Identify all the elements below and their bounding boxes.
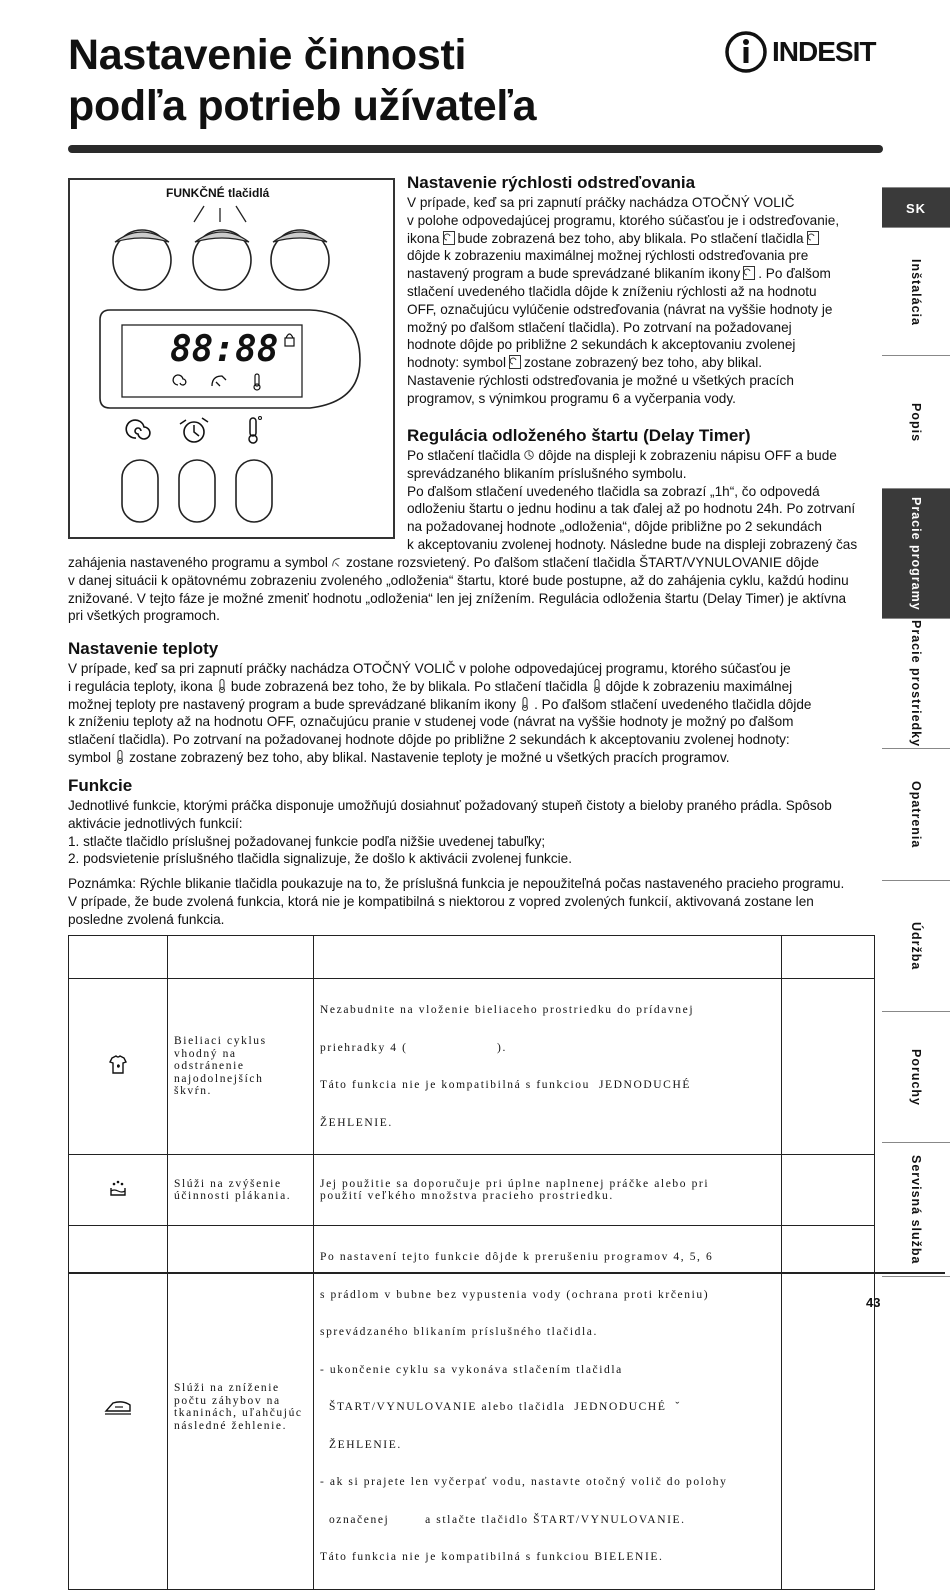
table-row [69,1155,875,1226]
table-header-cell [168,936,314,979]
spin-inline-icon [743,266,755,280]
func-heading: Funkcie [68,776,133,795]
sidebar-item-service[interactable]: Servisná služba [882,1142,950,1277]
functions-table [68,935,875,1590]
delay-text-right: Po stlačení tlačidla dôjde na displeji k zobrazeniu nápisu OFF a bude sprevádzaného blikaním príslušného symbolu. Po ďalšom stlačení uvedeného tlačidla sa zobrazí „1h“, čo odpovedá odloženiu štartu o jednu hodinu a tak ďalej až po hodnotu 24h. Po zotrvaní na požadovanej hodnote „odloženia“, dôjde približne po 2 sekundách k akceptovaniu zvolenej hodnoty. Následne bude na displeji zobrazený čas [407,448,858,552]
footer-rule [68,1272,945,1274]
temp-heading: Nastavenie teploty [68,639,219,658]
table-note-cell: Nezabudnite na vloženie bieliaceho prostriedku do prídavnej priehradky 4 ( ). Táto funkcia nie je kompatibilná s funkciou JEDNODUCHÉ ŽEHLENIE. [314,979,782,1155]
sidebar-item-detergents[interactable]: Pracie prostriedky [882,618,950,749]
delay-timer-icon [180,418,208,442]
sidebar-nav [882,187,950,1275]
function-button-3[interactable] [271,230,329,290]
spin-inline-icon [443,231,455,245]
shirt-stain-icon [108,1055,128,1075]
delay-button[interactable] [179,460,215,522]
temperature-icon [249,417,262,444]
func-text: Jednotlivé funkcie, ktorými práčka disponuje umožňujú dosiahnuť požadovaný stupeň čistoty a bieloby praného prádla. Spôsob aktivácie jednotlivých funkcií: 1. stlačte tlačidlo príslušnej požadovanej funkcie podľa nižšie uvedenej tabuľky; 2. podsvietenie príslušného tlačidla signalizuje, že došlo k aktivácii zvolenej funkcie. [68,798,832,867]
table-desc-cell: Slúži na zníženie počtu záhybov na tkaninách, uľahčujúc následné žehlenie. [168,1226,314,1590]
function-button-1[interactable] [113,230,171,290]
spin-inline-icon [807,231,819,245]
table-row [69,1226,875,1590]
sidebar-item-programs[interactable]: Pracie programy [882,488,950,619]
thermometer-inline-icon [591,679,603,693]
sidebar-item-sk[interactable]: SK [882,187,950,228]
table-empty-cell [782,1226,875,1590]
delay-inline-icon [331,555,343,569]
header-rule [68,145,883,153]
sidebar-item-installation[interactable]: Inštalácia [882,227,950,356]
sidebar-item-description[interactable]: Popis [882,355,950,489]
sidebar-item-precautions[interactable]: Opatrenia [882,748,950,881]
page-number: 43 [866,1295,881,1310]
table-empty-cell [782,1155,875,1226]
spin-icon [126,420,150,439]
func-note: Poznámka: Rýchle blikanie tlačidla poukazuje na to, že príslušná funkcia je nepoužiteľná počas nastaveného pracieho programu. V prípade, že bude zvolená funkcia, ktorá nie je kompatibilná s niektorou z vopred zvolených funkcií, aktivovaná zostane len posledne zvolená funkcia. [68,876,845,927]
sidebar-item-troubleshooting[interactable]: Poruchy [882,1011,950,1143]
temperature-button[interactable] [236,460,272,522]
page-title: Nastavenie činnosti podľa potrieb užívateľa [68,31,537,130]
spin-heading: Nastavenie rýchlosti odstreďovania [407,173,696,192]
temp-text: V prípade, keď sa pri zapnutí práčky nachádza OTOČNÝ VOLIČ v polohe odpovedajúcej programu, ktorého súčasťou je i regulácia teploty, ikona bude zobrazená bez toho, že by blikala. Po stlačení tlačidla dôjde k zobrazeniu maximálnej možnej teploty pre nastavený program a bude sprevádzané blikaním ikony . Po ďalšom stlačení uvedeného tlačidla dôjde k zníženiu teploty až na hodnotu OFF, označujúcu pranie v studenej vode (návrat na vyššie hodnoty je možný po ďalšom stlačení tlačidla). Po zotrvaní na požadovanej hodnote dôjde po približne 2 sekundách k akceptovaniu zvolenej hodnoty: symbol zostane zobrazený bez toho, aby blikal. Nastavenie teploty je možné u všetkých pracích programov. [68,661,812,765]
delay-text-full: zahájenia nastaveného programu a symbol zostane rozsvietený. Po ďalšom stlačení tlačidla ŠTART/VYNULOVANIE dôjde v danej situácii k opätovnému zobrazeniu zvoleného „odloženia“ štartu, ktoré bude postupne, až do zahájenia cyklu, každú hodinu znižované. V tejto fáze je možné zmeniť hodnotu „odloženia“ len jej znížením. Regulácia odloženia štartu (Delay Timer) je aktívna pri všetkých programoch. [68,555,849,624]
table-header-cell [69,936,168,979]
sidebar-item-maintenance[interactable]: Údržba [882,880,950,1012]
spin-button[interactable] [122,460,158,522]
table-icon-cell [69,1155,168,1226]
display-digits: 88:88 [170,329,279,370]
easy-iron-icon [103,1396,133,1416]
spin-text: V prípade, keď sa pri zapnutí práčky nachádza OTOČNÝ VOLIČ v polohe odpovedajúcej programu, ktorého súčasťou je i odstreďovanie, ikona bude zobrazená bez toho, aby blikala. Po stlačení tlačidla dôjde k zobrazeniu maximálnej možnej rýchlosti odstreďovania pre nastavený program a bude sprevádzané blikaním ikony . Po ďalšom stlačení uvedeného tlačidla dôjde k zníženiu rýchlosti až na hodnotu OFF, označujúcu vylúčenie odstreďovania (návrat na vyššie hodnoty je možný po ďalšom stlačení tlačidla). Po zotrvaní na požadovanej hodnote dôjde po približne 2 sekundách k akceptovaniu zvolenej hodnoty: symbol zostane zobrazený bez toho, aby blikal. Nastavenie rýchlosti odstreďovania je možné u všetkých pracích programov, s výnimkou programu 6 a vyčerpania vody. [407,195,840,406]
table-row [69,979,875,1155]
table-icon-cell [69,979,168,1155]
table-note-cell: Po nastavení tejto funkcie dôjde k prerušeniu programov 4, 5, 6 s prádlom v bubne bez vypustenia vody (ochrana proti krčeniu) sprevádzaného blikaním príslušného tlačidla. - ukončenie cyklu sa vykonáva stlačením tlačidla ŠTART/VYNULOVANIE alebo tlačidla JEDNODUCHÉ ˇ ŽEHLENIE. - ak si prajete len vyčerpať vodu, nastavte otočný volič do polohy označenej a stlačte tlačidlo ŠTART/VYNULOVANIE. Táto funkcia nie je kompatibilná s funkciou BIELENIE. [314,1226,782,1590]
table-header-cell [314,936,782,979]
indesit-logo: INDESIT [724,32,884,72]
table-header-cell [782,936,875,979]
function-button-2[interactable] [193,230,251,290]
thermometer-inline-icon [114,750,126,764]
table-header-row [69,936,875,979]
table-note-cell: Jej použitie sa doporučuje pri úplne naplnenej práčke alebo pri použití veľkého množstva pracieho prostriedku. [314,1155,782,1226]
delay-heading: Regulácia odloženého štartu (Delay Timer) [407,426,751,445]
thermometer-inline-icon [216,679,228,693]
control-panel-illustration: FUNKČNÉ tlačidlá 88:88 [68,178,395,539]
logo-mark-icon [724,30,768,74]
table-icon-cell [69,1226,168,1590]
table-desc-cell: Bieliaci cyklus vhodný na odstránenie najodolnejších škvŕn. [168,979,314,1155]
table-empty-cell [782,979,875,1155]
spin-inline-icon [509,355,521,369]
thermometer-inline-icon [519,697,531,711]
rinse-icon [108,1178,128,1198]
delay-inline-icon [523,448,535,462]
table-desc-cell: Slúži na zvýšenie účinnosti plákania. [168,1155,314,1226]
